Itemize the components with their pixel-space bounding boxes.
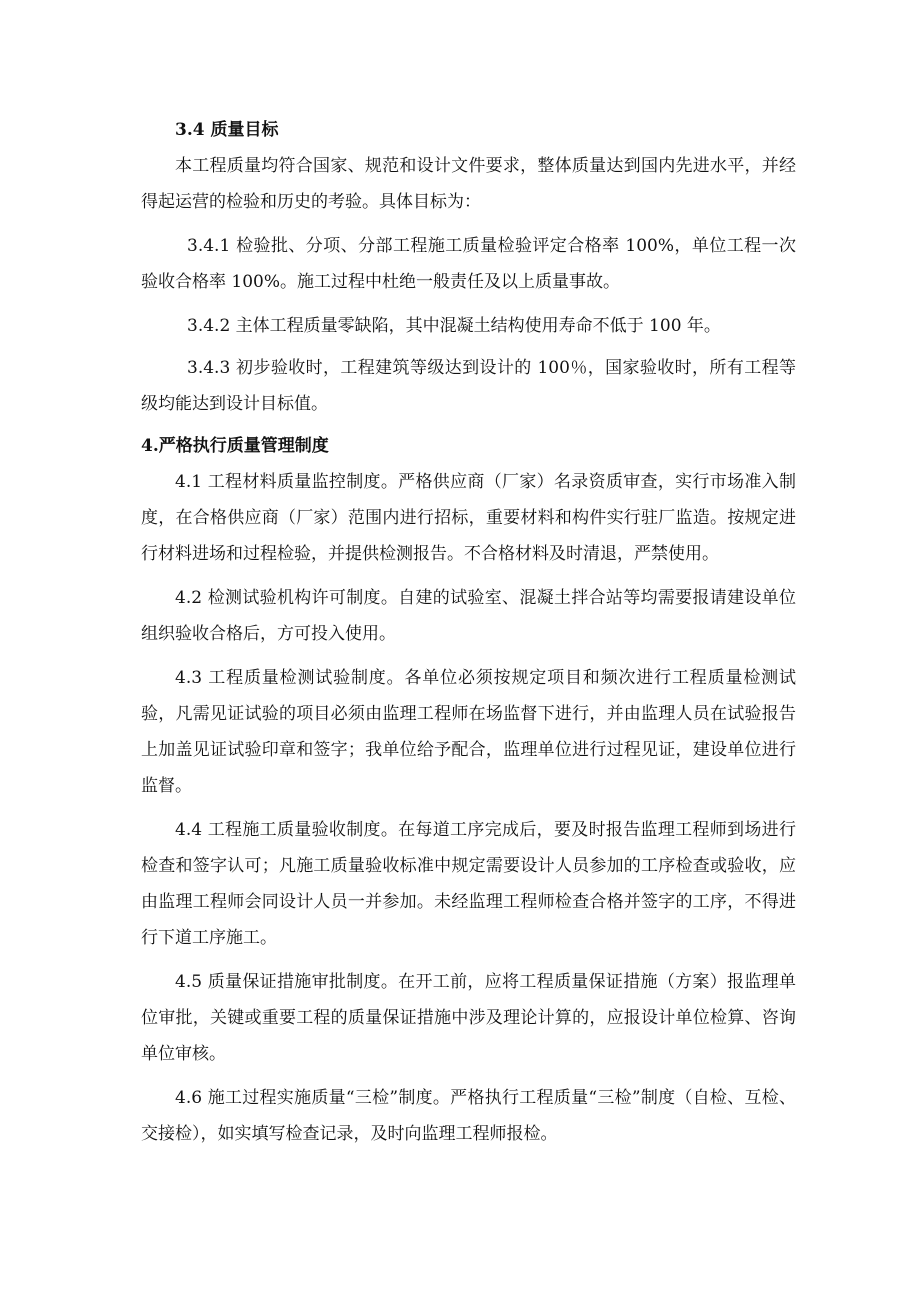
item-4-6: 4.6 施工过程实施质量“三检”制度。严格执行工程质量“三检”制度（自检、互检、交接检），如实填写检查记录，及时向监理工程师报检。 — [141, 1088, 796, 1144]
item-4-2: 4.2 检测试验机构许可制度。自建的试验室、混凝土拌合站等均需要报请建设单位组织验收合格后，方可投入使用。 — [141, 588, 796, 644]
section-4-heading: 4.严格执行质量管理制度 — [141, 436, 329, 456]
section-3-4-intro: 本工程质量均符合国家、规范和设计文件要求，整体质量达到国内先进水平，并经得起运营的检验和历史的考验。具体目标为： — [141, 156, 796, 212]
item-4-1: 4.1 工程材料质量监控制度。严格供应商（厂家）名录资质审查，实行市场准入制度，在合格供应商（厂家）范围内进行招标，重要材料和构件实行驻厂监造。按规定进行材料进场和过程检验，并提供检测报告。不合格材料及时清退，严禁使用。 — [141, 472, 796, 564]
item-3-4-1: 3.4.1 检验批、分项、分部工程施工质量检验评定合格率 100%，单位工程一次验收合格率 100%。施工过程中杜绝一般责任及以上质量事故。 — [141, 236, 796, 292]
item-3-4-2: 3.4.2 主体工程质量零缺陷，其中混凝土结构使用寿命不低于 100 年。 — [187, 316, 721, 336]
item-4-4: 4.4 工程施工质量验收制度。在每道工序完成后，要及时报告监理工程师到场进行检查和签字认可；凡施工质量验收标准中规定需要设计人员参加的工序检查或验收，应由监理工程师会同设计人员一并参加。未经监理工程师检查合格并签字的工序，不得进行下道工序施工。 — [141, 820, 796, 948]
item-4-5: 4.5 质量保证措施审批制度。在开工前，应将工程质量保证措施（方案）报监理单位审批，关键或重要工程的质量保证措施中涉及理论计算的，应报设计单位检算、咨询单位审核。 — [141, 972, 796, 1064]
item-4-3: 4.3 工程质量检测试验制度。各单位必须按规定项目和频次进行工程质量检测试验，凡需见证试验的项目必须由监理工程师在场监督下进行，并由监理人员在试验报告上加盖见证试验印章和签字；我单位给予配合，监理单位进行过程见证，建设单位进行监督。 — [141, 668, 796, 796]
section-3-4-heading: 3.4 质量目标 — [175, 120, 279, 140]
document-body — [141, 112, 796, 1160]
item-3-4-3: 3.4.3 初步验收时，工程建筑等级达到设计的 100％，国家验收时，所有工程等级均能达到设计目标值。 — [141, 358, 796, 414]
